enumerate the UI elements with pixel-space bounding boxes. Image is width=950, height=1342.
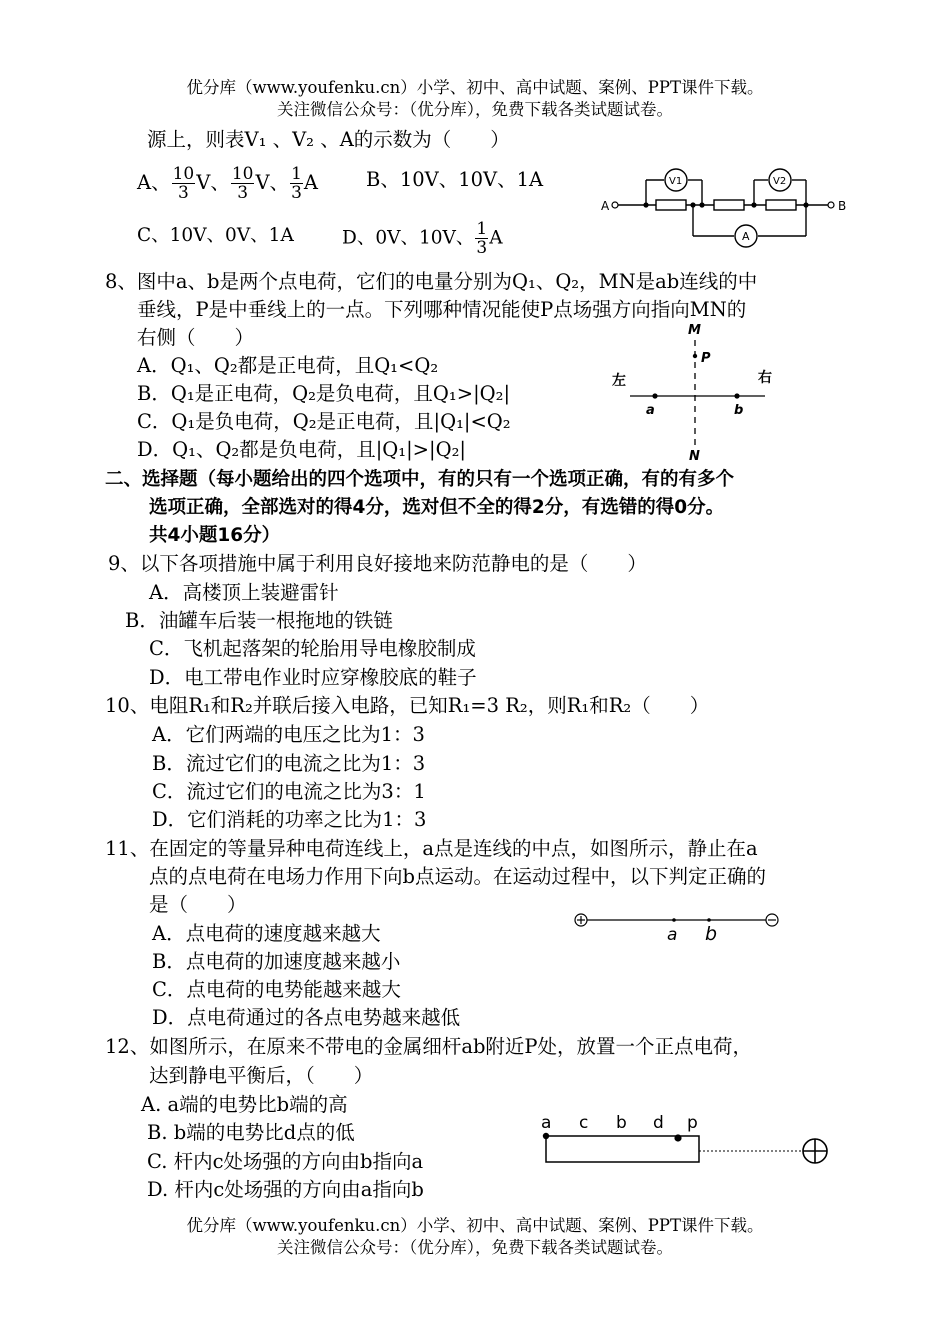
q7-option-d [342, 220, 503, 257]
numerator: 1 [476, 219, 488, 239]
denominator: 3 [237, 183, 249, 203]
q9-stem: 9、以下各项措施中属于利用良好接地来防范静电的是（ ） [108, 552, 647, 575]
rod-point-c-label: c [579, 1113, 589, 1133]
fraction [172, 165, 196, 202]
unit: A [489, 227, 503, 249]
q7-continuation: 源上，则表V₁ 、V₂ 、A的示数为（ ） [147, 128, 510, 151]
q9-option-a: A．高楼顶上装避雷针 [149, 581, 339, 604]
q12-option-c: C. 杆内c处场强的方向由b指向a [147, 1150, 424, 1173]
q7-option-a [137, 165, 318, 202]
numerator: 10 [231, 164, 254, 184]
q8-stem-line-1: 8、图中a、b是两个点电荷，它们的电量分别为Q₁、Q₂，MN是ab连线的中 [105, 270, 758, 293]
q10-option-d: D．它们消耗的功率之比为1：3 [152, 808, 427, 831]
q11-option-d: D．点电荷通过的各点电势越来越低 [152, 1006, 461, 1029]
q11-option-b: B．点电荷的加速度越来越小 [152, 950, 401, 973]
circuit-diagram [596, 160, 856, 252]
charge-b-label: b [734, 403, 744, 418]
q7-option-c: C、10V、0V、1A [137, 225, 294, 246]
q10-option-c: C．流过它们的电流之比为3：1 [152, 780, 426, 803]
rod-point-b-label: b [616, 1113, 627, 1133]
terminal-a-label: A [601, 199, 610, 213]
q12-stem-line-2: 达到静电平衡后，（ ） [149, 1064, 374, 1087]
q11-stem-line-1: 11、在固定的等量异种电荷连线上，a点是连线的中点，如图所示，静止在a [105, 837, 758, 860]
q7-option-b: B、10V、10V、1A [366, 168, 544, 191]
q9-option-d: D．电工带电作业时应穿橡胶底的鞋子 [149, 666, 477, 689]
q11-option-c: C．点电荷的电势能越来越大 [152, 978, 401, 1001]
numerator: 10 [172, 164, 195, 184]
charge-a-label: a [646, 403, 655, 418]
header-line-2: 关注微信公众号：（优分库），免费下载各类试题试卷。 [277, 100, 673, 119]
q12-rod-diagram [535, 1110, 845, 1170]
header-line-1: 优分库（www.youfenku.cn）小学、初中、高中试题、案例、PPT课件下载。 [186, 78, 764, 97]
point-a-label: a [667, 925, 678, 945]
section-2-heading-line-1: 二、选择题（每小题给出的四个选项中，有的只有一个选项正确，有的有多个 [105, 469, 735, 490]
voltmeter-v2-label: V2 [773, 176, 787, 187]
q11-option-a: A．点电荷的速度越来越大 [152, 922, 381, 945]
denominator: 3 [178, 183, 189, 203]
q12-option-a: A. a端的电势比b端的高 [141, 1093, 348, 1116]
q12-option-d: D. 杆内c处场强的方向由a指向b [147, 1178, 424, 1201]
ammeter-label: A [742, 230, 750, 243]
q11-charges-diagram [570, 905, 785, 945]
footer-line-1: 优分库（www.youfenku.cn）小学、初中、高中试题、案例、PPT课件下载。 [186, 1216, 764, 1235]
point-m-label: M [688, 323, 701, 338]
point-p-label: P [701, 351, 711, 366]
q11-stem-line-3: 是（ ） [149, 893, 247, 916]
denominator: 3 [476, 238, 488, 258]
q8-stem-line-2: 垂线，P是中垂线上的一点。下列哪种情况能使P点场强方向指向MN的 [137, 298, 747, 321]
rod-point-d-label: d [653, 1113, 664, 1133]
q11-stem-line-2: 点的点电荷在电场力作用下向b点运动。在运动过程中，以下判定正确的 [149, 865, 766, 888]
q7-a-label: A、 [137, 171, 171, 194]
q8-option-c: C．Q₁是负电荷，Q₂是正电荷，且|Q₁|<Q₂ [137, 410, 511, 433]
q7-d-text: D、0V、10V、 [342, 227, 475, 249]
voltmeter-v1-label: V1 [669, 176, 683, 187]
q12-stem-line-1: 12、如图所示，在原来不带电的金属细杆ab附近P处，放置一个正点电荷， [105, 1035, 753, 1058]
terminal-b-label: B [838, 199, 847, 213]
q10-option-b: B．流过它们的电流之比为1：3 [152, 752, 426, 775]
unit: V、 [196, 171, 230, 194]
footer-line-2: 关注微信公众号：（优分库），免费下载各类试题试卷。 [277, 1238, 673, 1257]
rod-point-p-label: p [687, 1113, 698, 1133]
rod-point-a-label: a [541, 1113, 552, 1133]
numerator: 1 [291, 164, 302, 184]
fraction [231, 165, 255, 202]
fraction [290, 165, 303, 202]
point-n-label: N [689, 449, 700, 464]
section-2-heading-line-2: 选项正确，全部选对的得4分，选对但不全的得2分，有选错的得0分。 [149, 497, 725, 518]
q10-option-a: A．它们两端的电压之比为1：3 [152, 723, 425, 746]
q10-stem: 10、电阻R₁和R₂并联后接入电路，已知R₁=3 R₂，则R₁和R₂（ ） [105, 694, 710, 717]
q9-option-b: B．油罐车后装一根拖地的铁链 [125, 609, 393, 632]
q8-stem-line-3: 右侧（ ） [137, 326, 255, 349]
section-2-heading-line-3: 共4小题16分） [149, 525, 281, 546]
fraction [475, 220, 488, 257]
q12-option-b: B. b端的电势比d点的低 [147, 1121, 355, 1144]
q9-option-c: C．飞机起落架的轮胎用导电橡胶制成 [149, 637, 476, 660]
left-side-label: 左 [612, 373, 626, 389]
point-b-label: b [705, 923, 718, 945]
unit: V、 [255, 171, 290, 194]
denominator: 3 [291, 183, 302, 203]
right-side-label: 右 [758, 370, 772, 386]
q8-option-a: A．Q₁、Q₂都是正电荷，且Q₁<Q₂ [137, 354, 439, 377]
unit: A [303, 171, 318, 194]
q8-option-d: D．Q₁、Q₂都是负电荷，且|Q₁|>|Q₂| [137, 438, 466, 461]
q8-option-b: B．Q₁是正电荷，Q₂是负电荷，且Q₁>|Q₂| [137, 382, 511, 405]
q8-field-diagram [600, 318, 800, 468]
